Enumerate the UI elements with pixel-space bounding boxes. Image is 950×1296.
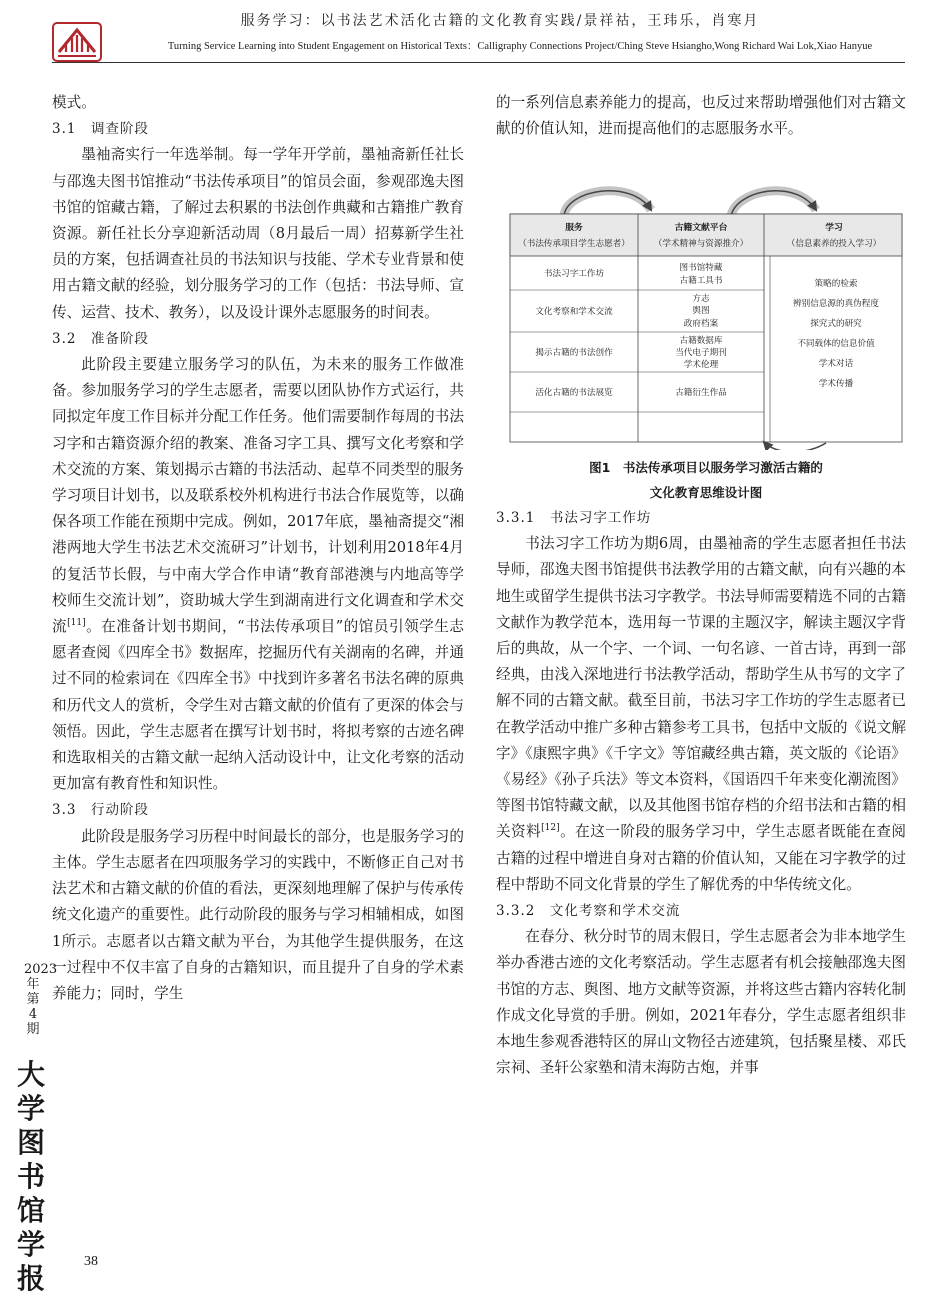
service-item: 书法习字工作坊 [543,269,605,279]
right-column-lower [496,505,906,1081]
paragraph: 模式。 [52,94,96,111]
journal-name: 大学图书馆学报 [16,1058,45,1295]
platform-subheader: （学术精神与资源推介） [653,239,749,249]
paragraph: 墨袖斋实行一年选举制。每一学年开学前，墨袖斋新任社长与邵逸夫图书馆推动“书法传承项目”的馆员会面，参观邵逸夫图书馆的馆藏古籍，了解过去积累的书法创作典藏和古籍推广教育资源。新任社长分享迎新活动周（8月最后一周）招募新学生社员的方案，包括调查社员的书法知识与技能、学术专业背景和使用古籍文献的经验，划分服务学习的工作（包括：书法导师、宣传、运营、技术、教务），以及设计课外志愿服务的时间表。 [52,146,464,321]
figure-1-diagram [506,180,906,450]
section-heading-3-3: 3.3 行动阶段 [52,802,149,819]
caption-line: 图1 书法传承项目以服务学习激活古籍的 [589,460,823,475]
figure-1-caption [506,455,906,505]
learning-item: 学术传播 [818,379,854,389]
learning-item: 探究式的研究 [810,319,862,329]
reference-11[interactable]: [11] [67,618,86,629]
left-column [52,90,464,1007]
paragraph-text: 。在准备计划书期间，“书法传承项目”的馆员引领学生志愿者查阅《四库全书》数据库，挖掘历代有关湖南的名碑，并通过不同的检索词在《四库全书》中找到许多著名书法名碑的原典和历代文人的赏析，令学生对古籍文献的价值有了更深的体会与领悟。因此，学生志愿者在撰写计划书时，将拟考察的古迹名碑和选取相关的古籍文献一起纳入活动设计中，让文化考察的活动更加富有教育性和知识性。 [52,618,464,793]
service-item: 活化古籍的书法展览 [535,388,613,398]
platform-item: 图书馆特藏 [679,263,723,273]
paragraph [52,352,464,797]
platform-item: 古籍工具书 [679,276,723,286]
platform-item: 政府档案 [683,319,719,329]
running-title-cn: 服务学习：以书法艺术活化古籍的文化教育实践/景祥祜，王玮乐，肖寒月 [240,13,760,29]
platform-item: 学术伦理 [683,360,719,370]
section-heading-3-1: 3.1 调查阶段 [52,121,149,138]
learning-item: 策略的检索 [814,279,858,289]
section-heading-3-2: 3.2 准备阶段 [52,330,149,347]
learning-item: 不同载体的信息价值 [797,339,875,349]
issue-label: 2023年第4期 [24,962,58,1037]
learning-subheader: （信息素养的投入学习） [786,239,882,249]
header-rule [52,62,905,63]
service-item: 揭示古籍的书法创作 [535,348,613,358]
learning-header: 学习 [825,223,843,233]
platform-item: 当代电子期刊 [675,348,727,358]
paragraph [496,531,906,898]
section-heading-3-3-2: 3.3.2 文化考察和学术交流 [496,903,681,920]
section-heading-3-3-1: 3.3.1 书法习字工作坊 [496,510,652,526]
platform-item: 古籍数据库 [679,336,723,346]
page-number: 38 [84,1254,98,1269]
paragraph: 的一系列信息素养能力的提高，也反过来帮助增强他们对古籍文献的价值认知，进而提高他们的志愿服务水平。 [496,94,906,138]
platform-item: 古籍衍生作品 [675,388,727,398]
paragraph-text: 此阶段主要建立服务学习的队伍，为未来的服务工作做准备。参加服务学习的学生志愿者，需要以团队协作方式运行，共同拟定年度工作目标并分配工作任务。他们需要制作每周的书法习字和古籍资源介绍的教案、准备习字工具、撰写文化考察和学术交流的方案、策划揭示古籍的书法活动、起草不同类型的服务学习项目计划书，以及联系校外机构进行书法合作展览等，以确保各项工作能在预期中完成。例如，2017年底，墨袖斋提交“湘港两地大学生书法艺术交流研习”计划书，计划利用2018年4月的复活节长假，与中南大学合作申请“教育部港澳与内地高等学校师生交流计划”，资助城大学生到湖南进行文化调查和学术交流 [52,356,464,636]
journal-logo [52,22,102,62]
service-subheader: （书法传承项目学生志愿者） [518,239,630,249]
caption-line: 文化教育思维设计图 [649,485,763,500]
running-title-en: Turning Service Learning into Student Engagement on Historical Texts：Calligraphy Connections Project/Ching Steve Hsiangho,Wong Richard Wai Lok,Xiao Hanyue [167,41,873,52]
platform-item: 舆图 [692,306,710,316]
service-header: 服务 [565,223,583,233]
learning-item: 学术对话 [818,359,854,369]
platform-header: 古籍文献平台 [674,223,728,233]
right-column [496,90,906,142]
service-item: 文化考察和学术交流 [535,307,613,317]
learning-item: 辨别信息源的真伪程度 [793,299,879,309]
platform-item: 方志 [692,294,710,304]
paragraph-text: 书法习字工作坊为期6周，由墨袖斋的学生志愿者担任书法导师，邵逸夫图书馆提供书法教学用的古籍文献，向有兴趣的本地生或留学生提供书法习字教学。书法导师需要精选不同的古籍文献作为教学范本，选用每一节课的主题汉字，解读主题汉字背后的典故，从一个字、一个词、一句名谚、一首古诗，再到一部经典，由浅入深地进行书法教学活动，帮助学生从书写的文字了解不同的古籍文献。截至目前，书法习字工作坊的学生志愿者已在教学活动中推广多种古籍参考工具书，包括中文版的《说文解字》《康熙字典》《千字文》等馆藏经典古籍，英文版的《论语》《易经》《孙子兵法》等文本资料，《国语四千年来变化潮流图》等图书馆特藏文献，以及其他图书馆存档的介绍书法和古籍的相关资料 [496,535,906,841]
paragraph: 此阶段是服务学习历程中时间最长的部分，也是服务学习的主体。学生志愿者在四项服务学习的实践中，不断修正自己对书法艺术和古籍文献的价值的看法，更深刻地理解了保护与传承传统文化遗产的重要性。此行动阶段的服务与学习相辅相成，如图1所示。志愿者以古籍文献为平台，为其他学生提供服务，在这一过程中不仅丰富了自身的古籍知识，而且提升了自身的学术素养能力；同时，学生 [52,827,464,1002]
paragraph-text: 。在这一阶段的服务学习中，学生志愿者既能在查阅古籍的过程中增进自身对古籍的价值认知，又能在习字教学的过程中帮助不同文化背景的学生了解优秀的中华传统文化。 [496,823,906,893]
reference-12[interactable]: [12] [541,823,560,834]
paragraph: 在春分、秋分时节的周末假日，学生志愿者会为非本地学生举办香港古迹的文化考察活动。学生志愿者有机会接触邵逸夫图书馆的方志、舆图、地方文献等资源，并将这些古籍内容转化制作成文化导赏的手册。例如，2021年春分，学生志愿者组织非本地生参观香港特区的屏山文物径古迹建筑，包括聚星楼、邓氏宗祠、圣轩公家塾和清末海防古炮，并事 [496,928,906,1077]
